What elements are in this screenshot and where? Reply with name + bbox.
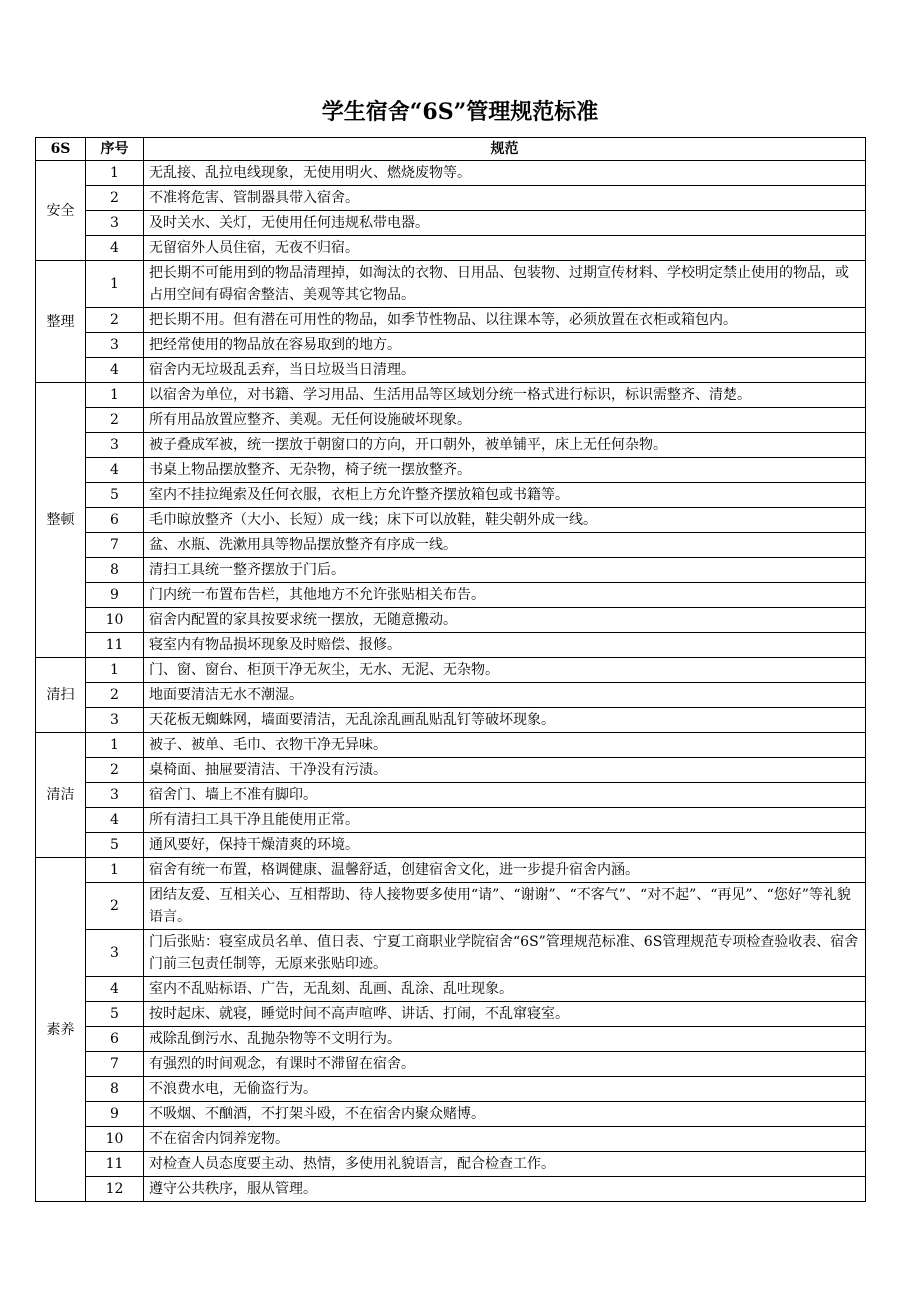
standard-text-cell: 按时起床、就寝，睡觉时间不高声喧哗、讲话、打闹，不乱窜寝室。 [144, 1002, 866, 1027]
standard-text-cell: 宿舍有统一布置，格调健康、温馨舒适，创建宿舍文化，进一步提升宿舍内涵。 [144, 858, 866, 883]
table-row [36, 1027, 866, 1052]
row-number-cell: 2 [86, 408, 144, 433]
standard-text-cell: 被子、被单、毛巾、衣物干净无异味。 [144, 733, 866, 758]
table-row [36, 433, 866, 458]
standard-text-cell: 毛巾晾放整齐（大小、长短）成一线；床下可以放鞋，鞋尖朝外成一线。 [144, 508, 866, 533]
row-number-cell: 1 [86, 658, 144, 683]
row-number-cell: 1 [86, 858, 144, 883]
row-number-cell: 3 [86, 783, 144, 808]
standard-text-cell: 门内统一布置布告栏，其他地方不允许张贴相关布告。 [144, 583, 866, 608]
table-row [36, 211, 866, 236]
row-number-cell: 2 [86, 186, 144, 211]
table-row [36, 1152, 866, 1177]
row-number-cell: 9 [86, 583, 144, 608]
header-standard: 规范 [144, 138, 866, 161]
table-row [36, 458, 866, 483]
standard-text-cell: 团结友爱、互相关心、互相帮助、待人接物要多使用“请”、“谢谢”、“不客气”、“对不起”、“再见”、“您好”等礼貌语言。 [144, 883, 866, 930]
standards-table [35, 137, 866, 1202]
standard-text-cell: 地面要清洁无水不潮湿。 [144, 683, 866, 708]
standard-text-cell: 无留宿外人员住宿，无夜不归宿。 [144, 236, 866, 261]
row-number-cell: 2 [86, 308, 144, 333]
row-number-cell: 3 [86, 333, 144, 358]
row-number-cell: 4 [86, 977, 144, 1002]
row-number-cell: 5 [86, 1002, 144, 1027]
standard-text-cell: 宿舍内配置的家具按要求统一摆放，无随意搬动。 [144, 608, 866, 633]
page-title: 学生宿舍“6S”管理规范标准 [321, 99, 599, 125]
row-number-cell: 2 [86, 758, 144, 783]
row-number-cell: 7 [86, 533, 144, 558]
standard-text-cell: 寝室内有物品损坏现象及时赔偿、报修。 [144, 633, 866, 658]
table-row [36, 1002, 866, 1027]
row-number-cell: 11 [86, 633, 144, 658]
table-row [36, 833, 866, 858]
row-number-cell: 3 [86, 708, 144, 733]
table-row [36, 186, 866, 211]
row-number-cell: 11 [86, 1152, 144, 1177]
row-number-cell: 12 [86, 1177, 144, 1202]
table-row [36, 858, 866, 883]
table-row [36, 483, 866, 508]
standard-text-cell: 把长期不可能用到的物品清理掉，如淘汰的衣物、日用品、包装物、过期宣传材料、学校明定禁止使用的物品，或占用空间有碍宿舍整洁、美观等其它物品。 [144, 261, 866, 308]
standard-text-cell: 门后张贴：寝室成员名单、值日表、宁夏工商职业学院宿舍“6S”管理规范标准、6S管理规范专项检查验收表、宿舍门前三包责任制等，无原来张贴印迹。 [144, 930, 866, 977]
row-number-cell: 4 [86, 458, 144, 483]
table-row [36, 308, 866, 333]
standard-text-cell: 天花板无蜘蛛网，墙面要清洁，无乱涂乱画乱贴乱钉等破坏现象。 [144, 708, 866, 733]
standard-text-cell: 把长期不用。但有潜在可用性的物品，如季节性物品、以往课本等，必须放置在衣柜或箱包内。 [144, 308, 866, 333]
row-number-cell: 4 [86, 358, 144, 383]
table-row [36, 508, 866, 533]
row-number-cell: 7 [86, 1052, 144, 1077]
standard-text-cell: 盆、水瓶、洗漱用具等物品摆放整齐有序成一线。 [144, 533, 866, 558]
standard-text-cell: 宿舍门、墙上不准有脚印。 [144, 783, 866, 808]
standard-text-cell: 不在宿舍内饲养宠物。 [144, 1127, 866, 1152]
row-number-cell: 1 [86, 161, 144, 186]
header-6s: 6S [36, 138, 86, 161]
table-row [36, 236, 866, 261]
table-row [36, 758, 866, 783]
row-number-cell: 1 [86, 383, 144, 408]
table-row [36, 261, 866, 308]
category-cell: 整顿 [36, 383, 86, 658]
row-number-cell: 4 [86, 808, 144, 833]
row-number-cell: 4 [86, 236, 144, 261]
category-cell: 素养 [36, 858, 86, 1202]
table-row [36, 883, 866, 930]
table-row [36, 161, 866, 186]
standard-text-cell: 书桌上物品摆放整齐、无杂物，椅子统一摆放整齐。 [144, 458, 866, 483]
row-number-cell: 5 [86, 483, 144, 508]
standard-text-cell: 及时关水、关灯，无使用任何违规私带电器。 [144, 211, 866, 236]
standard-text-cell: 通风要好，保持干燥清爽的环境。 [144, 833, 866, 858]
table-body [36, 161, 866, 1202]
row-number-cell: 1 [86, 733, 144, 758]
table-row [36, 333, 866, 358]
row-number-cell: 3 [86, 433, 144, 458]
table-row [36, 977, 866, 1002]
row-number-cell: 2 [86, 883, 144, 930]
row-number-cell: 8 [86, 558, 144, 583]
standard-text-cell: 有强烈的时间观念，有课时不滞留在宿舍。 [144, 1052, 866, 1077]
row-number-cell: 1 [86, 261, 144, 308]
table-row [36, 683, 866, 708]
standard-text-cell: 不准将危害、管制器具带入宿舍。 [144, 186, 866, 211]
row-number-cell: 10 [86, 1127, 144, 1152]
standard-text-cell: 门、窗、窗台、柜顶干净无灰尘，无水、无泥、无杂物。 [144, 658, 866, 683]
standard-text-cell: 把经常使用的物品放在容易取到的地方。 [144, 333, 866, 358]
table-row [36, 1102, 866, 1127]
table-row [36, 1077, 866, 1102]
table-row [36, 783, 866, 808]
standard-text-cell: 宿舍内无垃圾乱丢弃，当日垃圾当日清理。 [144, 358, 866, 383]
standard-text-cell: 遵守公共秩序，服从管理。 [144, 1177, 866, 1202]
category-cell: 清洁 [36, 733, 86, 858]
row-number-cell: 6 [86, 508, 144, 533]
row-number-cell: 2 [86, 683, 144, 708]
standard-text-cell: 被子叠成军被，统一摆放于朝窗口的方向，开口朝外，被单铺平，床上无任何杂物。 [144, 433, 866, 458]
standard-text-cell: 不吸烟、不酗酒，不打架斗殴，不在宿舍内聚众赌博。 [144, 1102, 866, 1127]
row-number-cell: 10 [86, 608, 144, 633]
table-header-row [36, 138, 866, 161]
table-row [36, 583, 866, 608]
standard-text-cell: 不浪费水电，无偷盗行为。 [144, 1077, 866, 1102]
standard-text-cell: 清扫工具统一整齐摆放于门后。 [144, 558, 866, 583]
standard-text-cell: 所有用品放置应整齐、美观。无任何设施破坏现象。 [144, 408, 866, 433]
table-row [36, 383, 866, 408]
table-row [36, 533, 866, 558]
table-row [36, 708, 866, 733]
table-row [36, 358, 866, 383]
standard-text-cell: 桌椅面、抽屉要清洁、干净没有污渍。 [144, 758, 866, 783]
table-row [36, 1052, 866, 1077]
category-cell: 整理 [36, 261, 86, 383]
table-row [36, 408, 866, 433]
table-row [36, 733, 866, 758]
row-number-cell: 8 [86, 1077, 144, 1102]
category-cell: 清扫 [36, 658, 86, 733]
standard-text-cell: 所有清扫工具干净且能使用正常。 [144, 808, 866, 833]
standard-text-cell: 室内不挂拉绳索及任何衣服，衣柜上方允许整齐摆放箱包或书籍等。 [144, 483, 866, 508]
table-row [36, 633, 866, 658]
standard-text-cell: 戒除乱倒污水、乱抛杂物等不文明行为。 [144, 1027, 866, 1052]
table-row [36, 658, 866, 683]
row-number-cell: 3 [86, 211, 144, 236]
row-number-cell: 5 [86, 833, 144, 858]
standard-text-cell: 无乱接、乱拉电线现象，无使用明火、燃烧废物等。 [144, 161, 866, 186]
table-row [36, 1127, 866, 1152]
table-row [36, 1177, 866, 1202]
row-number-cell: 3 [86, 930, 144, 977]
standard-text-cell: 室内不乱贴标语、广告，无乱刻、乱画、乱涂、乱吐现象。 [144, 977, 866, 1002]
header-number: 序号 [86, 138, 144, 161]
table-row [36, 608, 866, 633]
table-row [36, 808, 866, 833]
standard-text-cell: 对检查人员态度要主动、热情，多使用礼貌语言，配合检查工作。 [144, 1152, 866, 1177]
category-cell: 安全 [36, 161, 86, 261]
standard-text-cell: 以宿舍为单位，对书籍、学习用品、生活用品等区域划分统一格式进行标识，标识需整齐、清楚。 [144, 383, 866, 408]
row-number-cell: 6 [86, 1027, 144, 1052]
table-row [36, 930, 866, 977]
row-number-cell: 9 [86, 1102, 144, 1127]
table-row [36, 558, 866, 583]
